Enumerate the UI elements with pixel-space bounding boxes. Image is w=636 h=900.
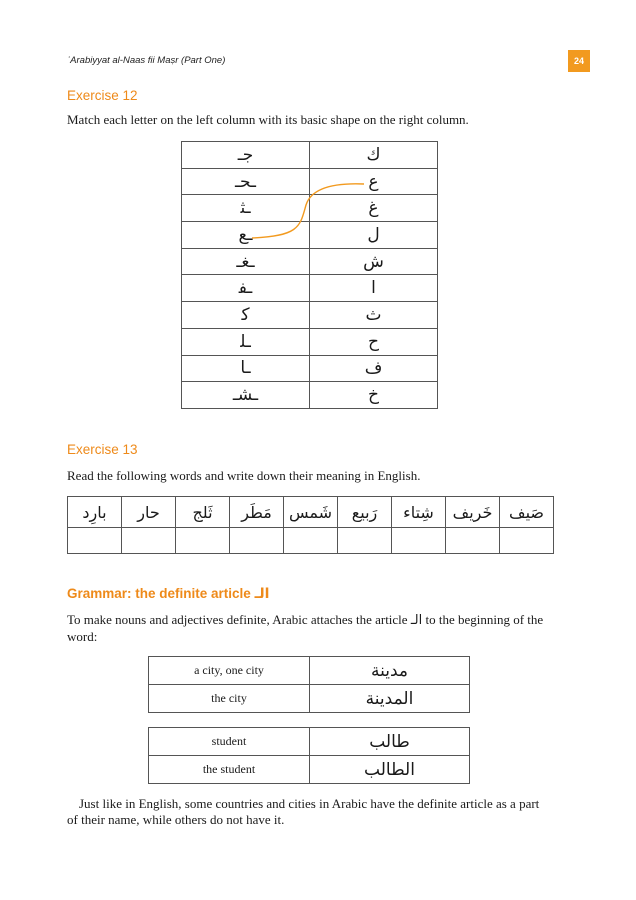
- word-cell: صَيف: [500, 497, 554, 528]
- right-letter[interactable]: ح: [310, 328, 438, 355]
- table-row: [182, 328, 438, 355]
- arabic-word: المدينة: [310, 685, 470, 713]
- answer-cell[interactable]: [446, 528, 500, 554]
- answer-cell[interactable]: [392, 528, 446, 554]
- answers-row: [68, 528, 554, 554]
- right-letter[interactable]: ا: [310, 275, 438, 302]
- right-letter[interactable]: خ: [310, 382, 438, 409]
- grammar-paragraph-after: to the beginning of the word:: [67, 612, 544, 644]
- running-head: ʿArabiyyat al-Naas fii Maṣr (Part One): [67, 55, 226, 66]
- table-row: [182, 142, 438, 169]
- table-row: [182, 355, 438, 382]
- table-row: [182, 248, 438, 275]
- table-row: [182, 195, 438, 222]
- word-cell: ثَلج: [176, 497, 230, 528]
- left-letter[interactable]: ـﺸـ: [182, 382, 310, 409]
- exercise-12-instruction: Match each letter on the left column with its basic shape on the right column.: [67, 112, 469, 127]
- table-row: [149, 685, 470, 713]
- definite-example-table-student: [148, 727, 470, 784]
- exercise-12-title: Exercise 12: [67, 88, 138, 103]
- left-letter[interactable]: ﻛ: [182, 302, 310, 329]
- right-letter[interactable]: غ: [310, 195, 438, 222]
- answer-cell[interactable]: [176, 528, 230, 554]
- english-gloss: student: [149, 728, 310, 756]
- grammar-title-text: Grammar: the definite article: [67, 586, 251, 601]
- english-gloss: a city, one city: [149, 657, 310, 685]
- right-letter[interactable]: ش: [310, 248, 438, 275]
- table-row: [149, 657, 470, 685]
- left-letter[interactable]: ـﺜ: [182, 195, 310, 222]
- closing-paragraph: Just like in English, some countries and cities in Arabic have the definite article as a part of their name, while others do not have it.: [67, 796, 540, 827]
- answer-cell[interactable]: [68, 528, 122, 554]
- arabic-word: مدينة: [310, 657, 470, 685]
- word-cell: حار: [122, 497, 176, 528]
- left-letter[interactable]: ـﻐـ: [182, 248, 310, 275]
- definite-example-table-city: [148, 656, 470, 713]
- word-cell: خَريف: [446, 497, 500, 528]
- word-cell: رَبيع: [338, 497, 392, 528]
- word-cell: بارِد: [68, 497, 122, 528]
- answer-cell[interactable]: [230, 528, 284, 554]
- answer-cell[interactable]: [500, 528, 554, 554]
- words-row: [68, 497, 554, 528]
- page-number-badge: 24: [568, 50, 590, 72]
- table-row: [182, 168, 438, 195]
- answer-cell[interactable]: [338, 528, 392, 554]
- grammar-title: [67, 586, 269, 602]
- english-gloss: the city: [149, 685, 310, 713]
- word-cell: مَطَر: [230, 497, 284, 528]
- table-row: [182, 275, 438, 302]
- matching-table: [181, 141, 438, 409]
- right-letter[interactable]: ث: [310, 302, 438, 329]
- left-letter[interactable]: ـﻠ: [182, 328, 310, 355]
- english-gloss: the student: [149, 756, 310, 784]
- right-letter[interactable]: ك: [310, 142, 438, 169]
- exercise-13-title: Exercise 13: [67, 442, 138, 457]
- exercise-13-instruction: Read the following words and write down their meaning in English.: [67, 468, 421, 483]
- table-row: [182, 222, 438, 249]
- grammar-paragraph: [67, 612, 552, 645]
- grammar-paragraph-article: الـ: [410, 613, 423, 628]
- table-row: [182, 302, 438, 329]
- right-letter[interactable]: ع: [310, 168, 438, 195]
- word-cell: شَمس: [284, 497, 338, 528]
- grammar-title-arabic: الـ: [254, 586, 270, 602]
- table-row: [149, 728, 470, 756]
- left-letter[interactable]: ـﺎ: [182, 355, 310, 382]
- left-letter[interactable]: ـﻊ: [182, 222, 310, 249]
- right-letter[interactable]: ل: [310, 222, 438, 249]
- answer-cell[interactable]: [122, 528, 176, 554]
- answer-cell[interactable]: [284, 528, 338, 554]
- left-letter[interactable]: ﺟـ: [182, 142, 310, 169]
- left-letter[interactable]: ـﺤـ: [182, 168, 310, 195]
- table-row: [182, 382, 438, 409]
- arabic-word: طالب: [310, 728, 470, 756]
- grammar-paragraph-before: To make nouns and adjectives definite, Arabic attaches the article: [67, 612, 408, 627]
- arabic-word: الطالب: [310, 756, 470, 784]
- words-table: [67, 496, 554, 554]
- left-letter[interactable]: ـﻔ: [182, 275, 310, 302]
- right-letter[interactable]: ف: [310, 355, 438, 382]
- word-cell: شِتاء: [392, 497, 446, 528]
- table-row: [149, 756, 470, 784]
